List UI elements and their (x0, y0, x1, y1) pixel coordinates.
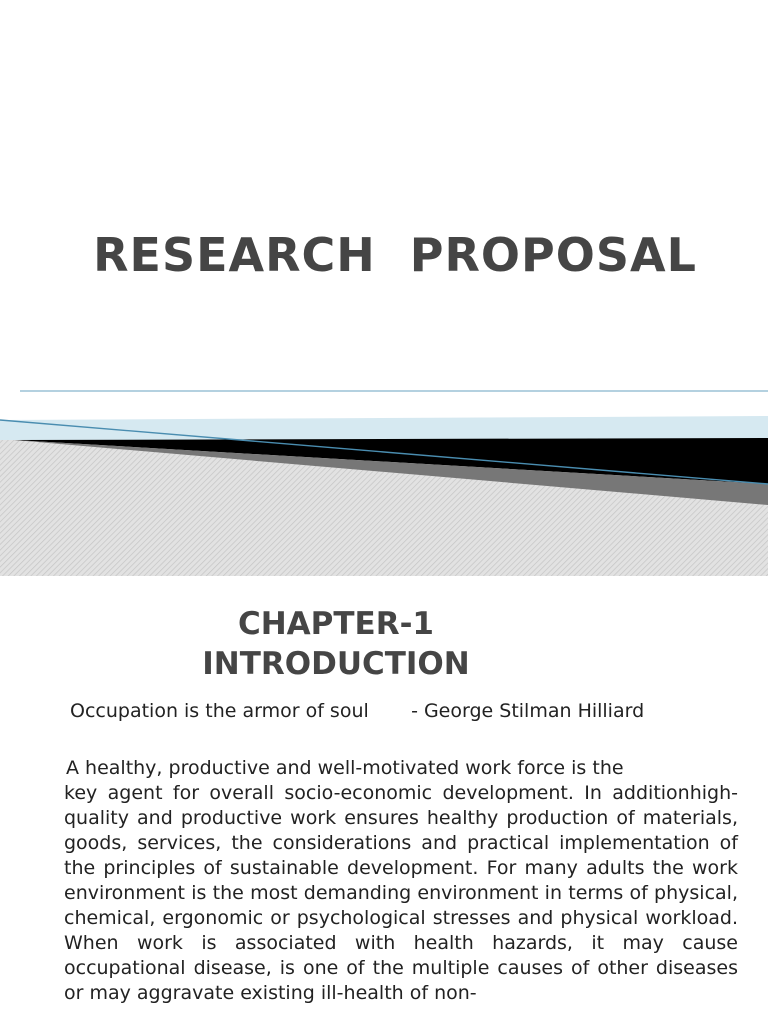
epigraph (70, 700, 644, 722)
quote-text: Occupation is the armor of soul (70, 700, 369, 722)
slide-title: RESEARCH PROPOSAL (93, 228, 697, 282)
chapter-title: INTRODUCTION (202, 646, 470, 682)
intro-paragraph (64, 756, 738, 1006)
quote-author: - George Stilman Hilliard (411, 700, 645, 722)
decorative-wave-banner (0, 380, 768, 576)
introduction-slide (0, 576, 768, 1024)
light-blue-wedge (0, 416, 768, 440)
chapter-number: CHAPTER-1 (237, 606, 435, 642)
paragraph-body: key agent for overall socio-economic development. In additionhigh-quality and productive work ensures healthy production of materials, goods, services, the considerations and practical implementation of the principles of sustainable development. For many adults the work environment is the most demanding environment in terms of physical, chemical, ergonomic or psychological stresses and physical workload. When work is associated with health hazards, it may cause occupational disease, is one of the multiple causes of other diseases or may aggravate existing ill-health of non- (64, 782, 738, 1004)
chapter-heading (140, 604, 532, 684)
paragraph-first-line: A healthy, productive and well-motivated work force is the (66, 757, 624, 779)
